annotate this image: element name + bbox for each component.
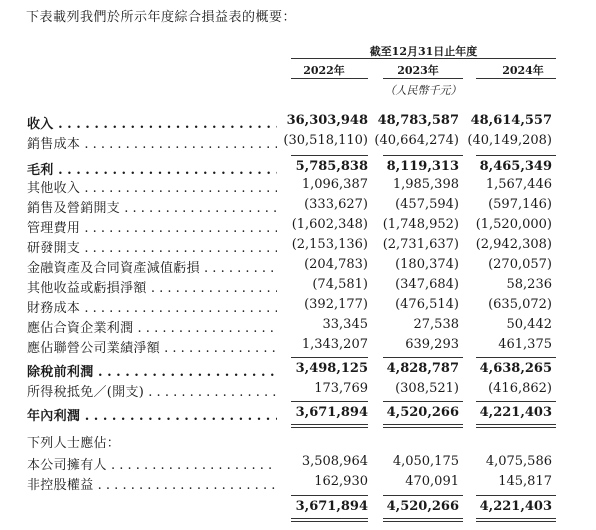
row-value-2024: 4,221,403 xyxy=(479,405,552,420)
row-label: 管理費用 . . . xyxy=(27,217,277,236)
table-row xyxy=(0,277,596,295)
row-value-2022: (30,518,110) xyxy=(283,133,368,148)
row-value-2023: 470,091 xyxy=(405,474,459,489)
table-row xyxy=(0,197,596,215)
row-value-2022: 3,508,964 xyxy=(301,454,368,469)
rule-before-pbt xyxy=(291,357,368,358)
row-value-2024: (270,057) xyxy=(488,257,552,272)
table-row xyxy=(0,297,596,315)
row-value-2024: 461,375 xyxy=(498,337,552,352)
year-underline-2024 xyxy=(476,78,556,79)
row-value-2024: (416,862) xyxy=(488,381,552,396)
row-value-2022: 3,498,125 xyxy=(295,361,368,376)
row-value-2024: (635,072) xyxy=(488,297,552,312)
row-value-2022: (204,783) xyxy=(304,257,368,272)
row-label: 下列人士應佔： xyxy=(27,436,121,451)
row-value-2022: 3,671,894 xyxy=(295,405,368,420)
row-value-2023: (476,514) xyxy=(395,297,459,312)
rule-before-profit xyxy=(291,401,368,402)
double-rule-total-a xyxy=(476,518,556,519)
year-header-2024: 2024年 xyxy=(502,64,544,77)
table-row xyxy=(0,177,596,195)
rule-before-profit xyxy=(383,401,463,402)
row-value-2022: 162,930 xyxy=(314,474,368,489)
row-value-2023: (2,731,637) xyxy=(382,237,459,252)
row-label: 除稅前利潤 . . . xyxy=(27,361,277,380)
rule-before-profit xyxy=(476,401,556,402)
rule-before-total xyxy=(476,495,556,496)
row-label: 本公司擁有人 . . . xyxy=(27,454,277,473)
row-value-2024: (597,146) xyxy=(488,197,552,212)
row-value-2023: (40,664,274) xyxy=(374,133,459,148)
double-rule-profit-b xyxy=(383,427,463,428)
table-row xyxy=(0,381,596,399)
row-label: 毛利 . . . xyxy=(27,159,277,178)
period-header: 截至12月31日止年度 xyxy=(369,45,478,58)
row-label: 收入 . . . xyxy=(27,113,277,132)
double-rule-profit-b xyxy=(476,427,556,428)
row-value-2024: 8,465,349 xyxy=(479,159,552,174)
table-row xyxy=(0,237,596,255)
row-value-2024: 48,614,557 xyxy=(470,113,552,128)
row-value-2022: 173,769 xyxy=(314,381,368,396)
row-label: 其他收益或虧損淨額 . . . xyxy=(27,277,277,296)
row-value-2024: 4,075,586 xyxy=(485,454,552,469)
table-row xyxy=(0,474,596,492)
table-row xyxy=(0,133,596,151)
row-value-2024: (2,942,308) xyxy=(475,237,552,252)
table-row xyxy=(0,257,596,275)
year-underline-2023 xyxy=(383,78,463,79)
table-row xyxy=(0,405,596,423)
row-value-2022: (2,153,136) xyxy=(291,237,368,252)
double-rule-total-b xyxy=(383,521,463,522)
row-label: 應佔合資企業利潤 . . . xyxy=(27,317,277,336)
row-value-2022: (74,581) xyxy=(312,277,368,292)
row-value-2022: (1,602,348) xyxy=(291,217,368,232)
year-underline-2022 xyxy=(291,78,368,79)
table-row xyxy=(0,361,596,379)
row-value-2023: (308,521) xyxy=(395,381,459,396)
row-label: 財務成本 . . . xyxy=(27,297,277,316)
row-value-2023: 4,050,175 xyxy=(392,454,459,469)
row-value-2023: 4,520,266 xyxy=(386,499,459,514)
row-label: 其他收入 . . . xyxy=(27,177,277,196)
intro-text: 下表載列我們於所示年度綜合損益表的概要： xyxy=(26,10,297,25)
rule-before-total xyxy=(291,495,368,496)
row-label: 銷售成本 . . . xyxy=(27,133,277,152)
row-value-2022: (392,177) xyxy=(304,297,368,312)
table-row xyxy=(0,317,596,335)
row-value-2023: (1,748,952) xyxy=(382,217,459,232)
row-label: 所得稅抵免／(開支) . . . xyxy=(27,381,277,400)
table-row xyxy=(0,113,596,131)
rule-before-total xyxy=(383,495,463,496)
row-value-2024: (1,520,000) xyxy=(475,217,552,232)
row-value-2022: 3,671,894 xyxy=(295,499,368,514)
row-value-2023: (347,684) xyxy=(395,277,459,292)
double-rule-profit-a xyxy=(291,424,368,425)
double-rule-total-a xyxy=(291,518,368,519)
year-header-2023: 2023年 xyxy=(397,64,439,77)
double-rule-profit-b xyxy=(291,427,368,428)
rule-after-cost xyxy=(476,155,556,156)
table-row xyxy=(0,454,596,472)
row-value-2024: 145,817 xyxy=(498,474,552,489)
row-label: 非控股權益 . . . xyxy=(27,474,277,493)
row-value-2024: 1,567,446 xyxy=(485,177,552,192)
row-value-2024: 4,638,265 xyxy=(479,361,552,376)
double-rule-total-b xyxy=(476,521,556,522)
row-value-2024: (40,149,208) xyxy=(467,133,552,148)
row-value-2022: (333,627) xyxy=(304,197,368,212)
row-label: 研發開支 . . . xyxy=(27,237,277,256)
row-value-2022: 33,345 xyxy=(322,317,368,332)
table-row xyxy=(0,217,596,235)
row-value-2024: 50,442 xyxy=(506,317,552,332)
double-rule-profit-a xyxy=(476,424,556,425)
table-row xyxy=(0,337,596,355)
row-label: 銷售及營銷開支 . . . xyxy=(27,197,277,216)
row-value-2022: 1,343,207 xyxy=(301,337,368,352)
rule-before-pbt xyxy=(476,357,556,358)
row-value-2023: 8,119,313 xyxy=(386,159,459,174)
table-row xyxy=(0,499,596,517)
table-row xyxy=(0,159,596,177)
row-value-2023: (180,374) xyxy=(395,257,459,272)
period-underline xyxy=(291,58,556,59)
row-value-2023: 4,520,266 xyxy=(386,405,459,420)
rule-before-pbt xyxy=(383,357,463,358)
row-value-2022: 36,303,948 xyxy=(286,113,368,128)
row-value-2024: 58,236 xyxy=(506,277,552,292)
unit-label: （人民幣千元） xyxy=(384,84,462,97)
row-value-2023: (457,594) xyxy=(395,197,459,212)
year-header-2022: 2022年 xyxy=(303,64,345,77)
row-value-2023: 27,538 xyxy=(413,317,459,332)
row-label: 年內利潤 . . . xyxy=(27,405,277,424)
rule-after-cost xyxy=(383,155,463,156)
row-label: 應佔聯營公司業績淨額 . . . xyxy=(27,337,277,356)
row-value-2023: 1,985,398 xyxy=(392,177,459,192)
row-value-2023: 48,783,587 xyxy=(377,113,459,128)
double-rule-profit-a xyxy=(383,424,463,425)
row-value-2024: 4,221,403 xyxy=(479,499,552,514)
rule-after-cost xyxy=(291,155,368,156)
row-value-2023: 639,293 xyxy=(405,337,459,352)
row-label: 金融資產及合同資產減值虧損 . . . xyxy=(27,257,277,276)
double-rule-total-a xyxy=(383,518,463,519)
row-value-2022: 5,785,838 xyxy=(295,159,368,174)
double-rule-total-b xyxy=(291,521,368,522)
row-value-2023: 4,828,787 xyxy=(386,361,459,376)
table-row xyxy=(0,432,596,450)
row-value-2022: 1,096,387 xyxy=(301,177,368,192)
